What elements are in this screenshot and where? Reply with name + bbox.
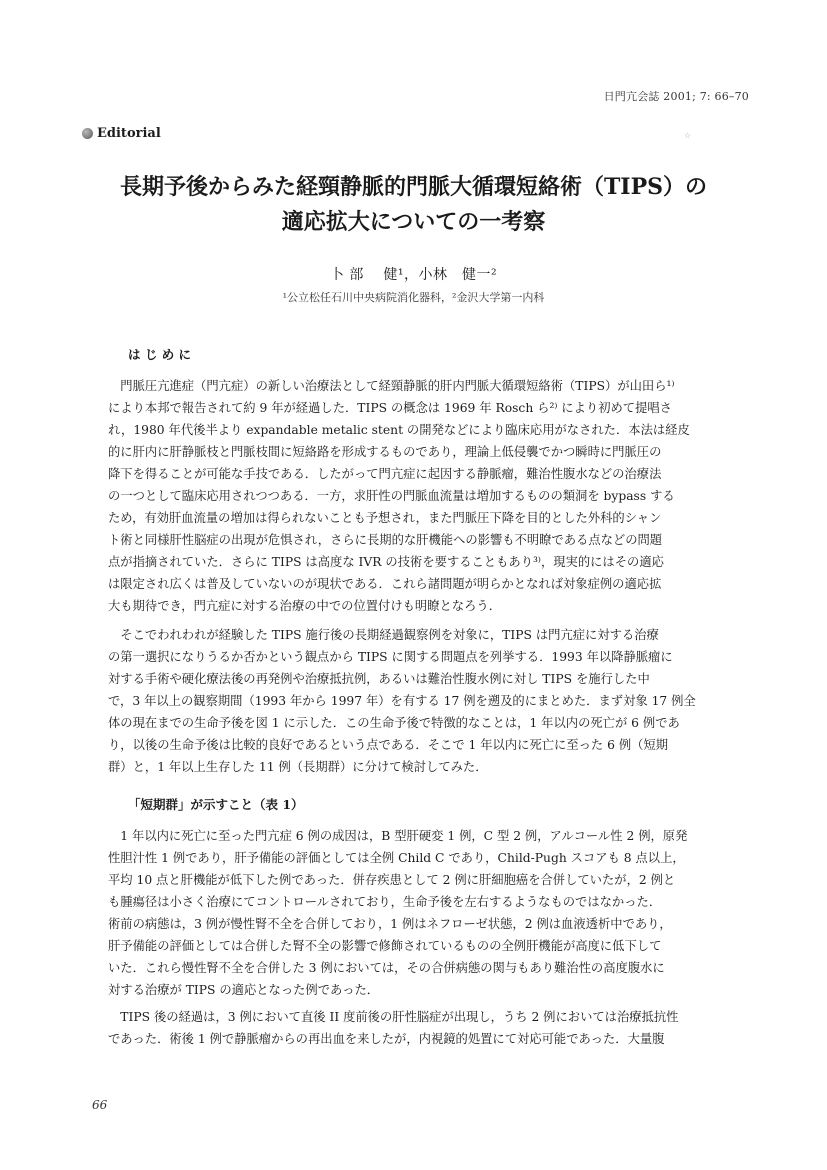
text-line: ト術と同様肝性脳症の出現が危惧され，さらに長期的な肝機能への影響も不明瞭である点などの問題 <box>108 533 663 547</box>
affiliation: ¹公立松任石川中央病院消化器科，²金沢大学第一内科 <box>282 291 545 304</box>
page-number: 66 <box>92 1098 108 1112</box>
text-line: 平均 10 点と肝機能が低下した例であった．併存疾患として 2 例に肝細胞癌を合併していたが，2 例と <box>108 873 676 887</box>
text-line: 肝予備能の評価としては合併した腎不全の影響で修飾されているものの全例肝機能が高度に低下して <box>108 939 662 953</box>
text-line: 群）と，1 年以上生存した 11 例（長期群）に分けて検討してみた． <box>108 760 488 774</box>
journal-reference: 日門亢会誌 2001; 7: 66–70 <box>603 90 749 103</box>
text-line: 体の現在までの生命予後を図 1 に示した．この生命予後で特徴的なことは，1 年以内の死亡が 6 例であ <box>108 716 680 730</box>
text-line: 点が指摘されていた．さらに TIPS は高度な IVR の技術を要することもあり³⁾，現実的にはその適応 <box>108 555 664 569</box>
bullet-icon <box>82 128 93 139</box>
section-label-text: Editorial <box>97 126 161 141</box>
text-line: 1 年以内に死亡に至った門亢症 6 例の成因は，B 型肝硬変 1 例，C 型 2 例，アルコール性 2 例，原発 <box>108 829 688 843</box>
text-line: は限定され広くは普及していないのが現状である．これら諸問題が明らかとなれば対象症例の適応拡 <box>108 577 662 591</box>
section-heading-introduction: は じ め に <box>128 347 192 362</box>
text-line: 術前の病態は，3 例が慢性腎不全を合併しており，1 例はネフローゼ状態，2 例は血液透析中であり， <box>108 917 672 931</box>
text-line: 的に肝内に肝静脈枝と門脈枝間に短絡路を形成するものであり，理論上低侵襲でかつ瞬時に門脈圧の <box>108 445 662 459</box>
text-line: で，3 年以上の観察期間（1993 年から 1997 年）を有する 17 例を遡及的にまとめた．まず対象 17 例全 <box>108 694 696 708</box>
section-label <box>82 126 161 141</box>
text-line: の第一選択になりうるか否かという観点から TIPS に関する問題点を列挙する．1993 年以降静脈瘤に <box>108 650 673 664</box>
paragraph <box>108 375 742 617</box>
article-title <box>60 170 767 240</box>
text-line: り，以後の生命予後は比較的良好であるという点である．そこで 1 年以内に死亡に至った 6 例（短期 <box>108 738 669 752</box>
text-line: 降下を得ることが可能な手技である．したがって門亢症に起因する静脈瘤，難治性腹水などの治療法 <box>108 467 662 481</box>
text-line: 大も期待でき，門亢症に対する治療の中での位置付けも明瞭となろう． <box>108 599 502 613</box>
text-line: も腫瘍径は小さく治療にてコントロールされており，生命予後を左右するようなものではなかった． <box>108 895 662 909</box>
text-line: TIPS 後の経過は，3 例において直後 II 度前後の肝性脳症が出現し，うち 2 例においては治療抵抗性 <box>108 1010 679 1024</box>
text-line: であった．術後 1 例で静脈瘤からの再出血を来したが，内視鏡的処置にて対応可能であった．大量腹 <box>108 1032 665 1046</box>
text-line: の一つとして臨床応用されつつある．一方，求肝性の門脈血流量は増加するものの類洞を bypass する <box>108 489 675 503</box>
text-line: ため，有効肝血流量の増加は得られないことも予想され，また門脈圧下降を目的とした外科的シャン <box>108 511 662 525</box>
title-line: 長期予後からみた経頸静脈的門脈大循環短絡術（TIPS）の <box>119 174 708 200</box>
paragraph <box>108 624 742 778</box>
paragraph <box>108 825 742 1001</box>
text-line: そこでわれわれが経験した TIPS 施行後の長期経過観察例を対象に，TIPS は門亢症に対する治療 <box>108 628 659 642</box>
text-line: 性胆汁性 1 例であり，肝予備能の評価としては全例 Child C であり，Child-Pugh スコアも 8 点以上， <box>108 851 685 865</box>
text-line: により本邦で報告されて約 9 年が経過した．TIPS の概念は 1969 年 Rosch ら²⁾ により初めて提唱さ <box>108 401 672 415</box>
scan-mark: ☆ <box>683 131 691 140</box>
text-line: れ，1980 年代後半より expandable metalic stent の開発などにより臨床応用がなされた．本法は経皮 <box>108 423 690 437</box>
text-line: 門脈圧亢進症（門亢症）の新しい治療法として経頸静脈的肝内門脈大循環短絡術（TIPS）が山田ら¹⁾ <box>108 379 675 393</box>
paragraph <box>108 1006 742 1050</box>
title-line: 適応拡大についての一考察 <box>281 209 546 235</box>
section-heading-short-term-group: 「短期群」が示すこと（表 1） <box>128 797 304 812</box>
text-line: いた．これら慢性腎不全を合併した 3 例においては，その合併病態の関与もあり難治性の高度腹水に <box>108 961 665 975</box>
authors: 卜 部 健¹，小林 健一² <box>329 267 498 283</box>
text-line: 対する手術や硬化療法後の再発例や治療抵抗例，あるいは難治性腹水例に対し TIPS を施行した中 <box>108 672 650 686</box>
text-line: 対する治療が TIPS の適応となった例であった． <box>108 983 380 997</box>
